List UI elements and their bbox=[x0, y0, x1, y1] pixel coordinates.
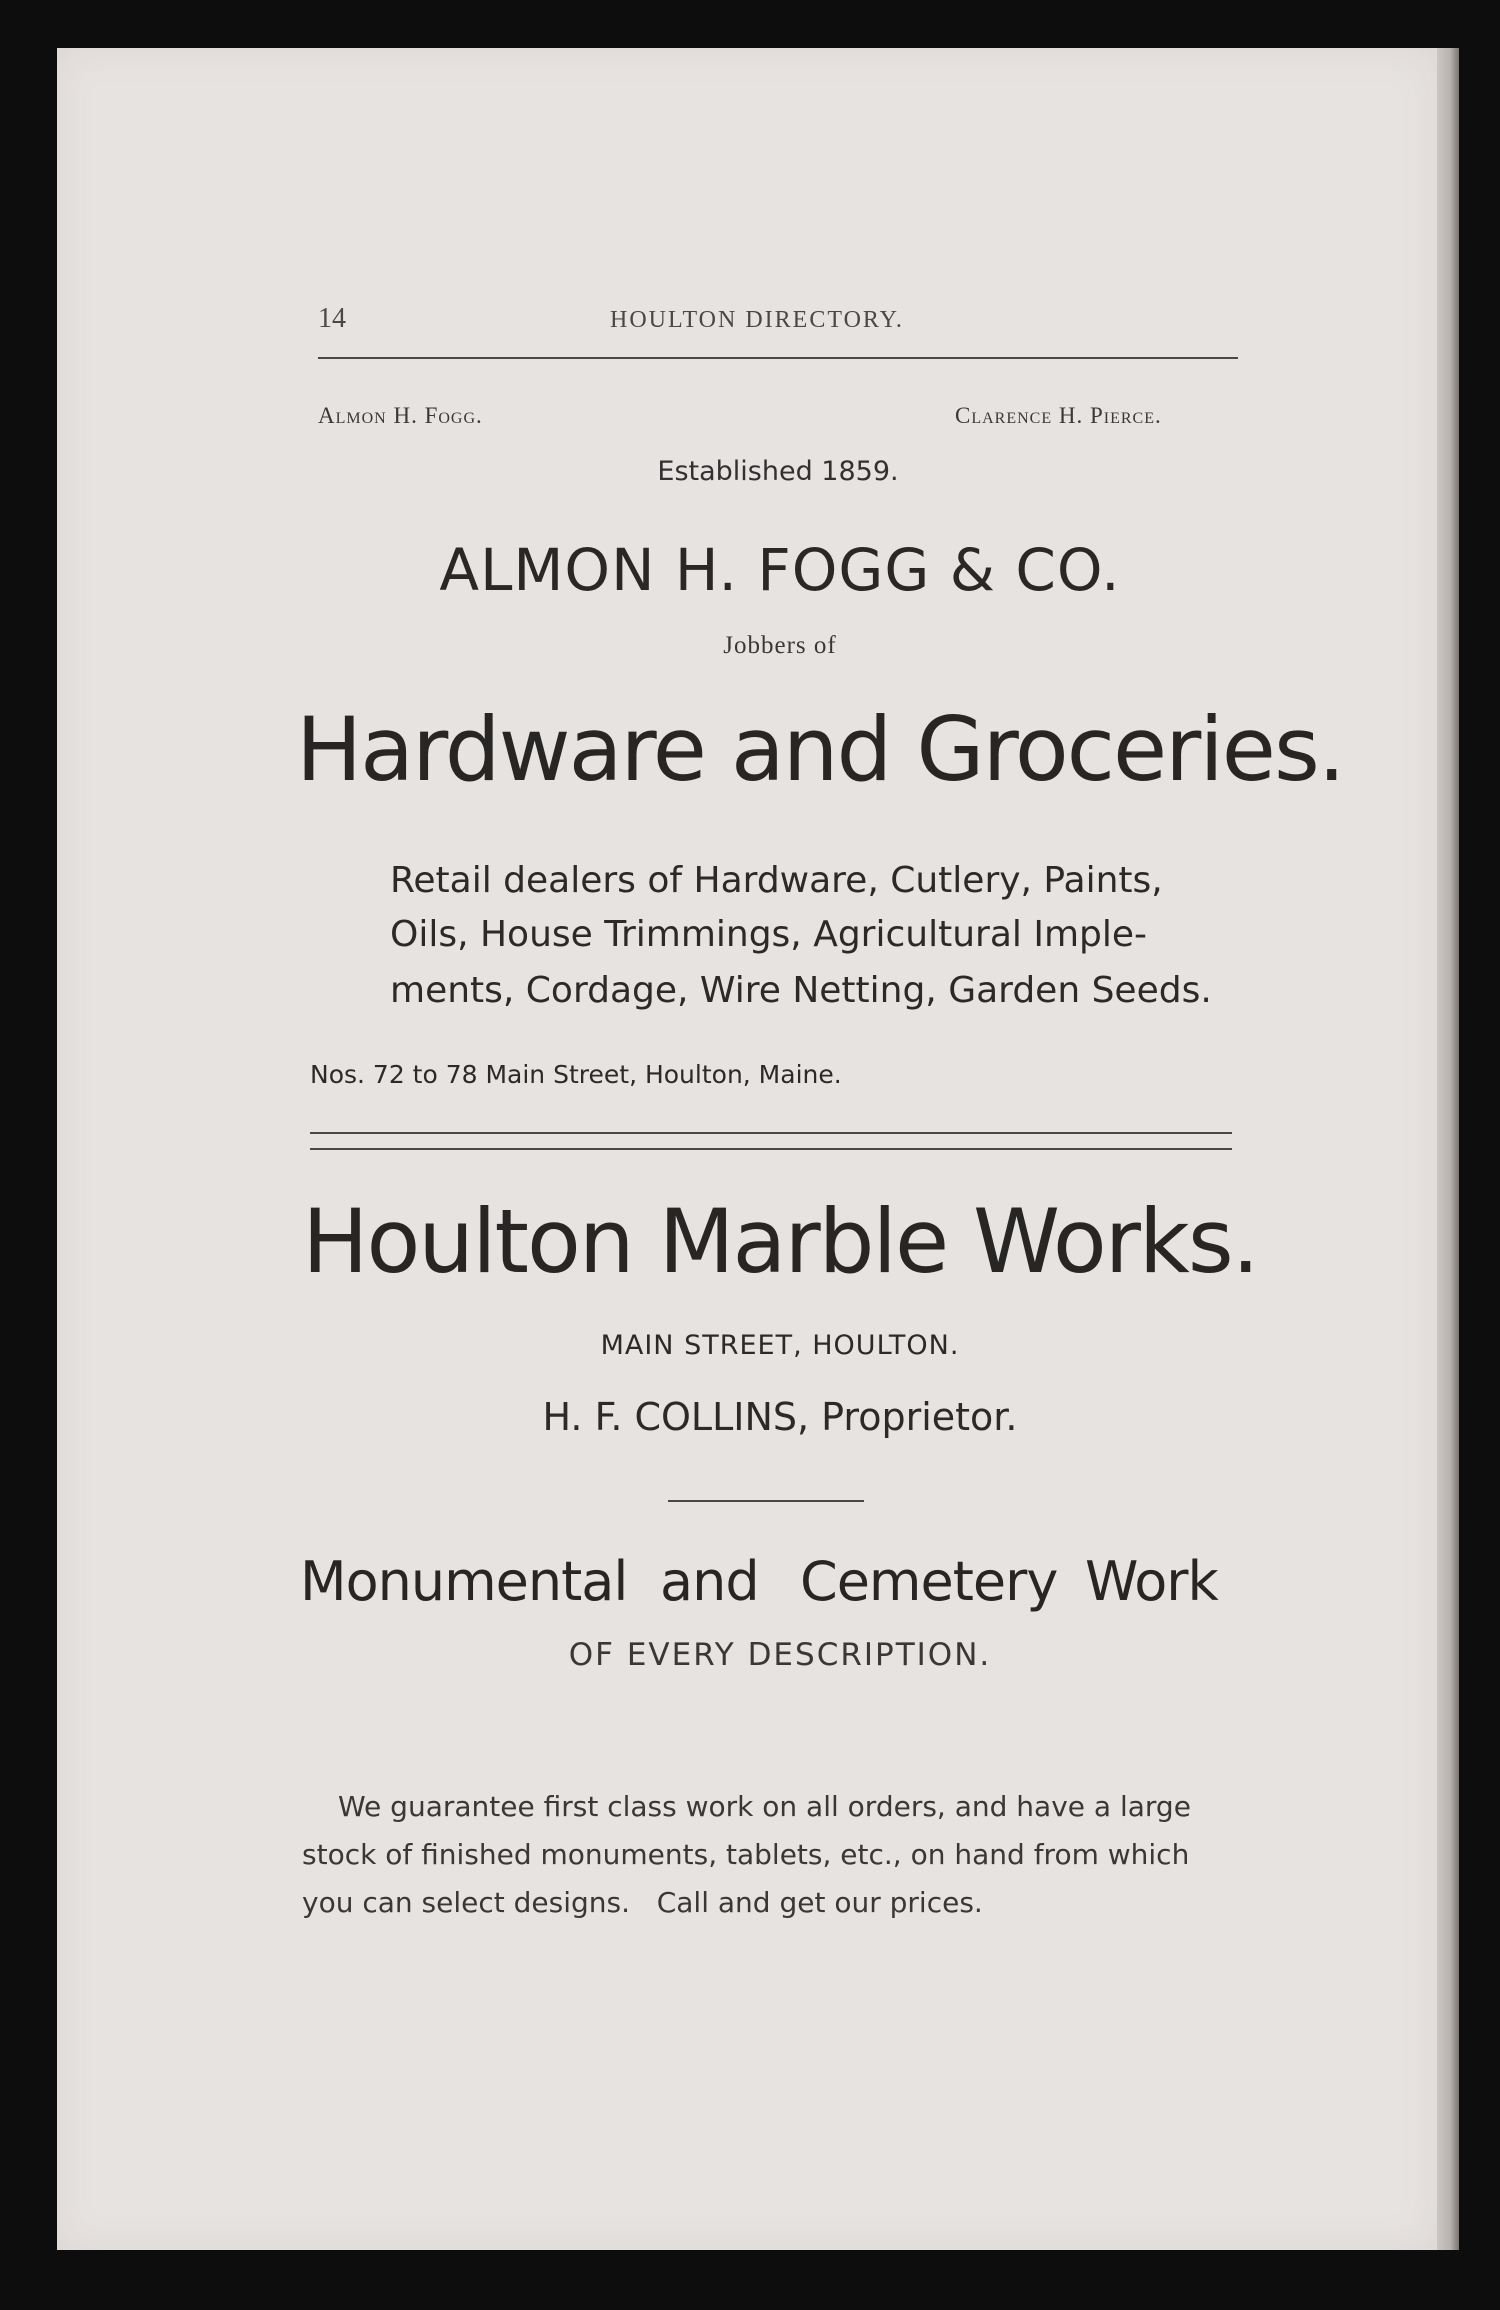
section-rule-bottom bbox=[310, 1148, 1232, 1150]
page-number: 14 bbox=[318, 303, 346, 334]
service-word-work: Work bbox=[1085, 1550, 1218, 1613]
marble-headline: Houlton Marble Works. bbox=[302, 1190, 1258, 1293]
marble-body-line-1: We guarantee first class work on all orders, and have a large bbox=[338, 1790, 1191, 1823]
partner-left: Almon H. Fogg. bbox=[318, 403, 483, 428]
running-title: HOULTON DIRECTORY. bbox=[610, 307, 904, 333]
header-rule bbox=[318, 357, 1238, 359]
service-word-monumental: Monumental bbox=[300, 1550, 628, 1613]
marble-street: MAIN STREET, HOULTON. bbox=[600, 1330, 960, 1361]
service-word-and: and bbox=[660, 1550, 759, 1613]
description-line-1: Retail dealers of Hardware, Cutlery, Paints, bbox=[390, 860, 1163, 901]
description-line-3: ments, Cordage, Wire Netting, Garden Seeds. bbox=[390, 970, 1212, 1011]
marble-body-line-3: you can select designs. Call and get our prices. bbox=[302, 1886, 983, 1919]
service-subtitle: OF EVERY DESCRIPTION. bbox=[568, 1637, 992, 1673]
fogg-headline: Hardware and Groceries. bbox=[296, 698, 1344, 801]
marble-body-line-2: stock of finished monuments, tablets, etc., on hand from which bbox=[302, 1838, 1190, 1871]
marble-proprietor: H. F. COLLINS, Proprietor. bbox=[542, 1395, 1018, 1439]
section-rule-top bbox=[310, 1132, 1232, 1134]
jobbers-of-label: Jobbers of bbox=[723, 632, 837, 659]
page-edge bbox=[1437, 48, 1459, 2250]
established-year: Established 1859. bbox=[657, 456, 899, 487]
description-line-2: Oils, House Trimmings, Agricultural Imple- bbox=[390, 914, 1148, 955]
service-word-cemetery: Cemetery bbox=[800, 1550, 1058, 1613]
company-name: ALMON H. FOGG & CO. bbox=[439, 536, 1121, 604]
partner-right: Clarence H. Pierce. bbox=[955, 403, 1162, 428]
fogg-address: Nos. 72 to 78 Main Street, Houlton, Maine. bbox=[310, 1060, 842, 1089]
short-divider bbox=[668, 1500, 864, 1502]
